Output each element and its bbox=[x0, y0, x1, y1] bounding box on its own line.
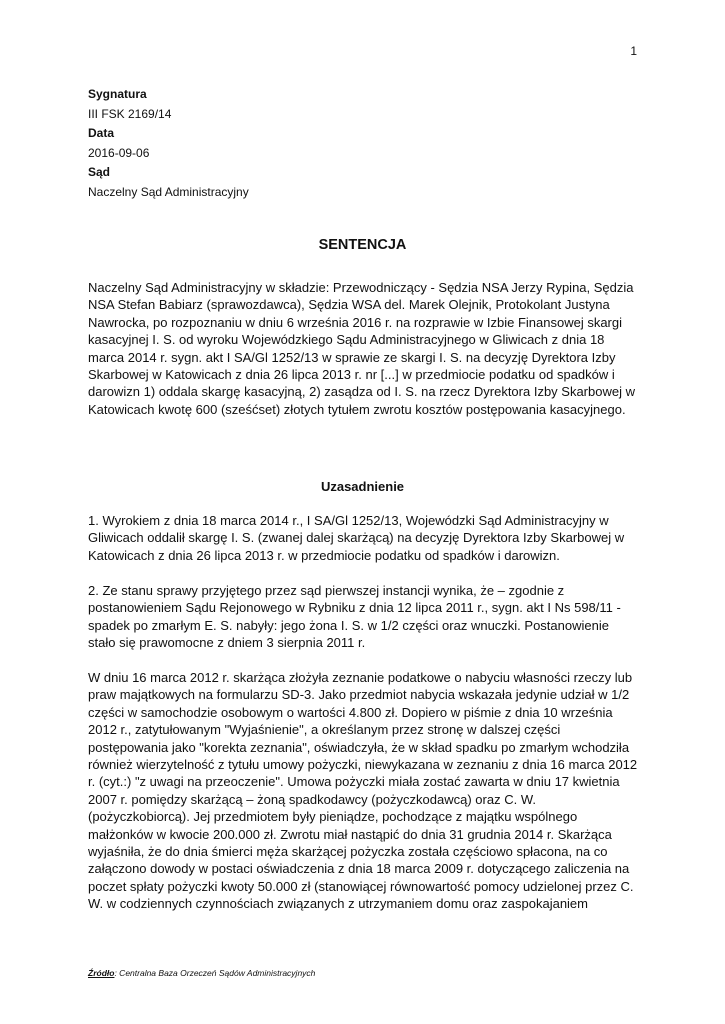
footer-text: : Centralna Baza Orzeczeń Sądów Administracyjnych bbox=[114, 968, 316, 978]
sentencja-body bbox=[88, 279, 640, 418]
sentencja-heading: SENTENCJA bbox=[318, 237, 407, 253]
page-number: 1 bbox=[630, 44, 637, 58]
date-value: 2016-09-06 bbox=[88, 145, 150, 160]
court-label: Sąd bbox=[88, 165, 111, 179]
document-metadata bbox=[88, 85, 249, 202]
paragraph-text: W dniu 16 marca 2012 r. skarżąca złożyła zeznanie podatkowe o nabyciu własności rzeczy lub praw majątkowych na formularzu SD-3. Jako przedmiot nabycia wskazała jedynie udział w 1/2 części w samochodzie osobowym o wartości 4.800 zł. Dopiero w piśmie z dnia 10 września 2012 r., zatytułowanym "Wyjaśnienie", a określanym przez stronę w dalszej części postępowania jako "korekta zeznania", oświadczyła, że w skład spadku po zmarłym wchodziła również wierzytelność z tytułu umowy pożyczki, niewykazana w zeznaniu z dnia 16 marca 2012 r. (cyt.:) "z uwagi na przeoczenie". Umowa pożyczki miała zostać zawarta w dniu 17 kwietnia 2007 r. pomiędzy skarżącą – żoną spadkodawcy (pożyczkodawcą) oraz C. W. (pożyczkobiorcą). Jej przedmiotem były pieniądze, pochodzące z majątku wspólnego małżonków w kwocie 200.000 zł. Zwrotu miał nastąpić do dnia 31 grudnia 2014 r. Skarżąca wyjaśniła, że do dnia śmierci męża skarżącej pożyczka została częściowo spłacona, na co załączono dowody w postaci oświadczenia z dnia 18 marca 2009 r. dotyczącego zaliczenia na poczet spłaty pożyczki kwoty 50.000 zł (stanowiącej równowartość pomocy udzielonej przez C. W. w codziennych czynnościach związanych z utrzymaniem domu oraz zaspokajaniem bbox=[88, 670, 638, 912]
footer-label: Źródło bbox=[88, 968, 115, 978]
uzasadnienie-paragraph-2 bbox=[88, 582, 640, 652]
signature-label: Sygnatura bbox=[88, 87, 147, 101]
sentencja-paragraph: Naczelny Sąd Administracyjny w składzie: Przewodniczący - Sędzia NSA Jerzy Rypina, Sędzia NSA Stefan Babiarz (sprawozdawca), Sędzia WSA del. Marek Olejnik, Protokolant Justyna Nawrocka, po rozpoznaniu w dniu 6 września 2016 r. na rozprawie w Izbie Finansowej skargi kasacyjnej I. S. od wyroku Wojewódzkiego Sądu Administracyjnego w Gliwicach z dnia 18 marca 2014 r. sygn. akt I SA/Gl 1252/13 w sprawie ze skargi I. S. na decyzję Dyrektora Izby Skarbowej w Katowicach z dnia 26 lipca 2013 r. nr [...] w przedmiocie podatku od spadków i darowizn 1) oddala skargę kasacyjną, 2) zasądza od I. S. na rzecz Dyrektora Izby Skarbowej w Katowicach kwotę 600 (sześćset) złotych tytułem zwrotu kosztów postępowania kasacyjnego. bbox=[88, 280, 635, 417]
paragraph-text: 2. Ze stanu sprawy przyjętego przez sąd pierwszej instancji wynika, że – zgodnie z postanowieniem Sądu Rejonowego w Rybniku z dnia 12 lipca 2011 r., sygn. akt I Ns 598/11 - spadek po zmarłym E. S. nabyły: jego żona I. S. w 1/2 części oraz wnuczki. Postanowienie stało się prawomocne z dniem 3 sierpnia 2011 r. bbox=[88, 583, 621, 651]
paragraph-text: 1. Wyrokiem z dnia 18 marca 2014 r., I SA/Gl 1252/13, Wojewódzki Sąd Administracyjny w Gliwicach oddalił skargę I. S. (zwanej dalej skarżącą) na decyzję Dyrektora Izby Skarbowej w Katowicach z dnia 26 lipca 2013 r. w przedmiocie podatku od spadków i darowizn. bbox=[88, 513, 625, 563]
signature-value: III FSK 2169/14 bbox=[88, 106, 172, 121]
uzasadnienie-paragraph-3 bbox=[88, 669, 640, 913]
court-value: Naczelny Sąd Administracyjny bbox=[88, 184, 249, 199]
uzasadnienie-heading: Uzasadnienie bbox=[320, 479, 405, 494]
uzasadnienie-paragraph-1 bbox=[88, 512, 640, 564]
date-label: Data bbox=[88, 126, 115, 140]
source-footer bbox=[88, 968, 315, 978]
